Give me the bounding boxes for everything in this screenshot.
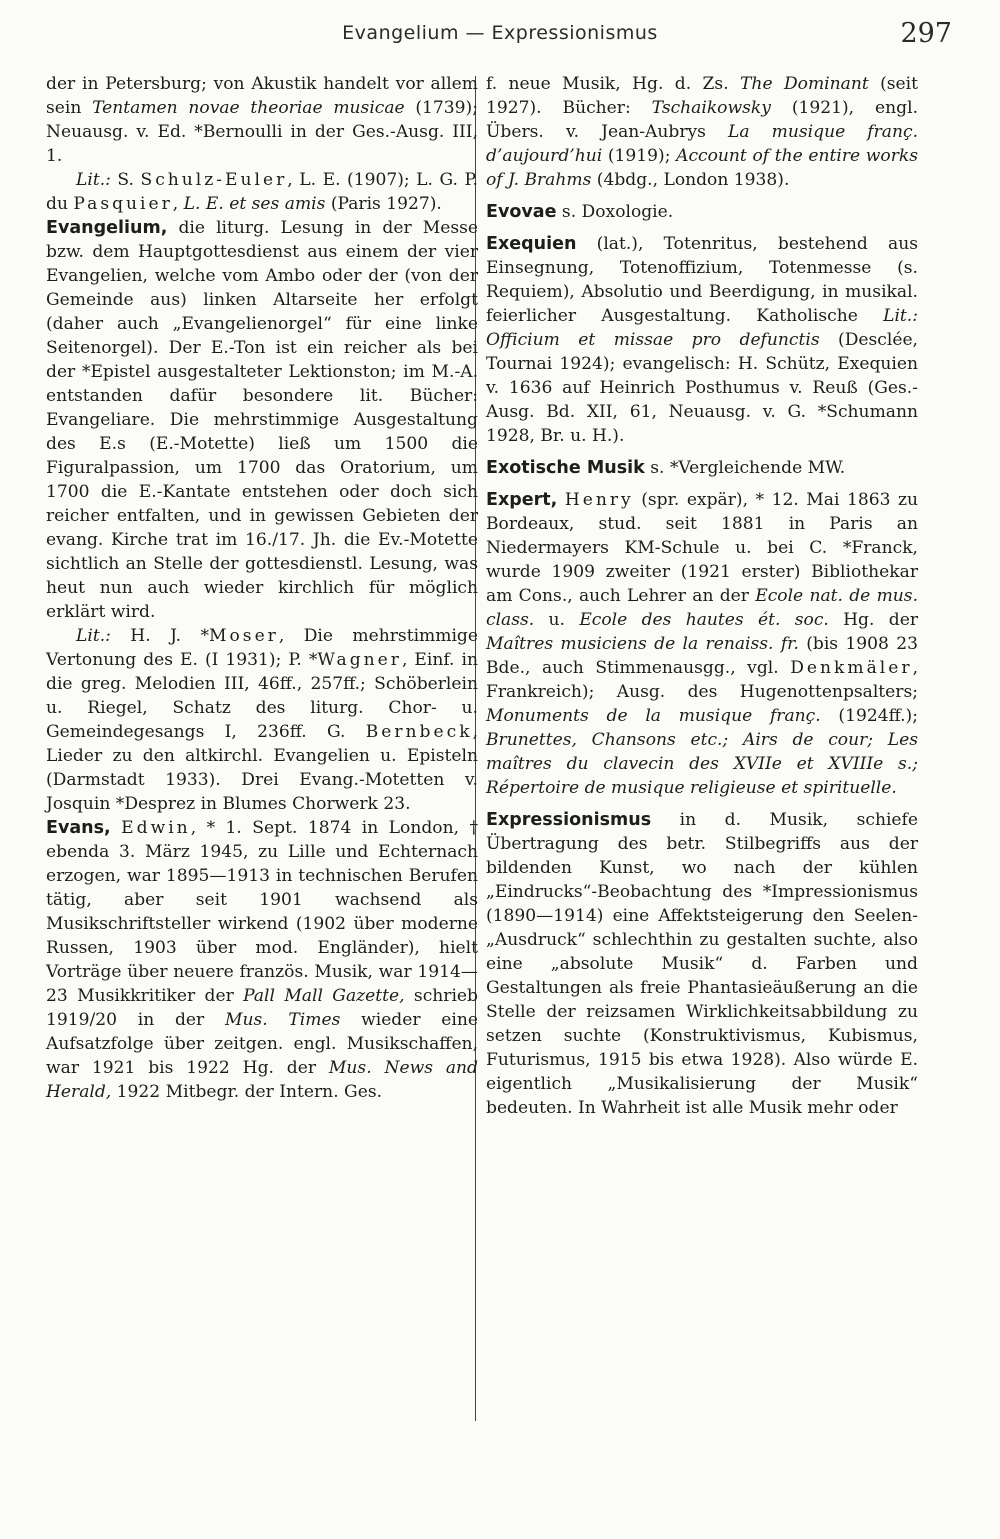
work-title: Officium et missae pro defunctis (486, 330, 820, 350)
headword: Evovae (486, 202, 557, 222)
entry-continuation: der in Petersburg; von Akustik handelt vor allem sein Tentamen novae theoriae musicae (1739); Neuausg. v. Ed. *Bernoulli in der Ges.-Ausg. III, 1. (46, 74, 478, 166)
right-column (486, 72, 918, 1120)
entry-expert: Expert, Henry (spr. expär), * 12. Mai 1863 zu Bordeaux, stud. seit 1881 in Paris an Niedermayers KM-Schule u. bei C. *Franck, wurde 1909 zweiter (1921 erster) Bibliothekar am Cons., auch Lehrer an der Ecole nat. de mus. class. u. Ecole des hautes ét. soc. Hg. der Maîtres musiciens de la renaiss. fr. (bis 1908 23 Bde., auch Stimmenausgg., vgl. Denkmäler, Frankreich); Ausg. des Hugenottenpsalters; Monuments de la musique franç. (1924ff.); Brunettes, Chansons etc.; Airs de cour; Les maîtres du clavecin des XVIIe et XVIIIe s.; Répertoire de musique religieuse et spirituelle. (486, 490, 919, 798)
lit-label: Lit.: (76, 170, 111, 190)
entry-evans: Evans, Edwin, * 1. Sept. 1874 in London, † ebenda 3. März 1945, zu Lille und Echternach erzogen, war 1895—1913 in technischen Berufen tätig, aber seit 1901 wachsend als Musikschriftsteller wirkend (1902 über moderne Russen, 1903 über mod. Engländer), hielt Vorträge über neuere französ. Musik, war 1914—23 Musikkritiker der Pall Mall Gazette, schrieb 1919/20 in der Mus. Times wieder eine Aufsatzfolge über zeitgen. engl. Musikschaffen, war 1921 bis 1922 Hg. der Mus. News and Herald, 1922 Mitbegr. der Intern. Ges. (46, 818, 479, 1102)
work-title: Pall Mall Gazette, (243, 986, 405, 1006)
work-title: Account of the entire works of J. Brahms (486, 146, 918, 190)
entry-expressionismus: Expressionismus in d. Musik, schiefe Übertragung des betr. Stilbegriffs aus der bildenden Kunst, wo nach der kühlen „Eindrucks“-Beobachtung des *Impressionismus (1890—1914) eine Affektsteigerung den Seelen-„Ausdruck“ schlechthin zu gestalten suchte, also eine „absolute Musik“ d. Farben und Gestaltungen als freie Phantasieäußerung an die Stelle der reizsamen Wirklichkeitsabbildung zu setzen suchte (Konstruktivismus, Kubismus, Futurismus, 1915 bis etwa 1928). Also würde E. eigentlich „Musikalisierung der Musik“ bedeuten. In Wahrheit ist alle Musik mehr oder (486, 810, 918, 1118)
page-number: 297 (900, 18, 952, 49)
spaced-name: Denkmäler (790, 658, 913, 678)
entry-evans-continued: f. neue Musik, Hg. d. Zs. The Dominant (seit 1927). Bücher: Tschaikowsky (1921), engl. Übers. v. Jean-Aubrys La musique franç. d’aujourd’hui (1919); Account of the entire works of J. Brahms (4bdg., London 1938). (486, 74, 919, 190)
work-title: Monuments de la musique franç. (486, 706, 821, 726)
headword: Expert, (486, 490, 558, 510)
headword: Exequien (486, 234, 577, 254)
work-title: The Dominant (740, 74, 869, 94)
work-title: Maîtres musiciens de la renaiss. fr. (486, 634, 799, 654)
headword: Evangelium, (46, 218, 168, 238)
literature-note: Lit.: H. J. *Moser, Die mehrstimmige Vertonung des E. (I 1931); P. *Wagner, Einf. in die greg. Melodien III, 46ff., 257ff.; Schöberlein u. Riegel, Schatz des liturg. Chor- u. Gemeindegesangs I, 236ff. G. Bernbeck, Lieder zu den altkirchl. Evangelien u. Episteln (Darmstadt 1933). Drei Evang.-Motetten v. Josquin *Desprez in Blumes Chorwerk 23. (46, 626, 478, 814)
work-title: La musique franç. d’aujourd’hui (486, 122, 919, 166)
lit-label: Lit.: (883, 306, 918, 326)
work-title: Ecole des hautes ét. soc. (579, 610, 829, 630)
headword: Expressionismus (486, 810, 652, 830)
work-title: Tschaikowsky (651, 98, 771, 118)
work-title: Mus. Times (224, 1010, 341, 1030)
entry-exequien: Exequien (lat.), Totenritus, bestehend aus Einsegnung, Totenoffizium, Totenmesse (s. Requiem), Absolutio und Beerdigung, in musikal. feierlicher Ausgestaltung. Katholische Lit.: Officium et missae pro defunctis (Desclée, Tournai 1924); evangelisch: H. Schütz, Exequien v. 1636 auf Heinrich Posthumus v. Reuß (Ges.-Ausg. Bd. XII, 61, Neuausg. v. G. *Schumann 1928, Br. u. H.). (486, 234, 918, 446)
entry-evangelium: Evangelium, die liturg. Lesung in der Messe bzw. dem Hauptgottesdienst aus einem der vier Evangelien, welche vom Ambo oder der (von der Gemeinde aus) linken Altarseite her erfolgt (daher auch „Evangelienorgel“ für eine linke Seitenorgel). Der E.-Ton ist ein reicher als bei der *Epistel ausgestalteter Lektionston; im M.-A. entstanden dafür besondere lit. Bücher: Evangeliare. Die mehrstimmige Ausgestaltung des E.s (E.-Motette) ließ um 1500 die Figuralpassion, um 1700 das Oratorium, um 1700 die E.-Kantate entstehen oder doch sich reicher entfalten, und in gewissen Gebieten der evang. Kirche trat im 16./17. Jh. die Ev.-Motette sichtlich an Stelle der gottesdienstl. Lesung, was heut nun auch wieder kirchlich für möglich erklärt wird. (46, 218, 478, 622)
lit-label: Lit.: (76, 626, 111, 646)
spaced-name: Bernbeck (365, 722, 473, 742)
spaced-name: Henry (564, 490, 634, 510)
spaced-name: Pasquier (73, 194, 173, 214)
spaced-name: Wagner (317, 650, 402, 670)
spaced-name: Moser (209, 626, 279, 646)
literature-note: Lit.: S. Schulz-Euler, L. E. (1907); L. G. P. du Pasquier, L. E. et ses amis (Paris 1927). (46, 170, 478, 214)
entry-evovae: Evovae s. Doxologie. (486, 202, 674, 222)
spaced-name: Schulz-Euler (140, 170, 288, 190)
headword: Exotische Musik (486, 458, 645, 478)
work-title: Ecole nat. de mus. class. (486, 586, 918, 630)
running-head-title: Evangelium — Expressionismus (342, 22, 658, 44)
headword: Evans, (46, 818, 111, 838)
left-column (46, 72, 478, 1104)
work-title: L. E. et ses amis (183, 194, 326, 214)
work-title: Brunettes, Chansons etc.; Airs de cour; Les maîtres du clavecin des XVIIe et XVIIIe s.; Répertoire de musique religieuse et spirituelle. (486, 730, 918, 798)
work-title: Tentamen novae theoriae musicae (92, 98, 405, 118)
running-head (0, 18, 1000, 54)
work-title: Mus. News and Herald, (46, 1058, 478, 1102)
entry-exotische-musik: Exotische Musik s. *Vergleichende MW. (486, 458, 846, 478)
spaced-name: Edwin (121, 818, 191, 838)
